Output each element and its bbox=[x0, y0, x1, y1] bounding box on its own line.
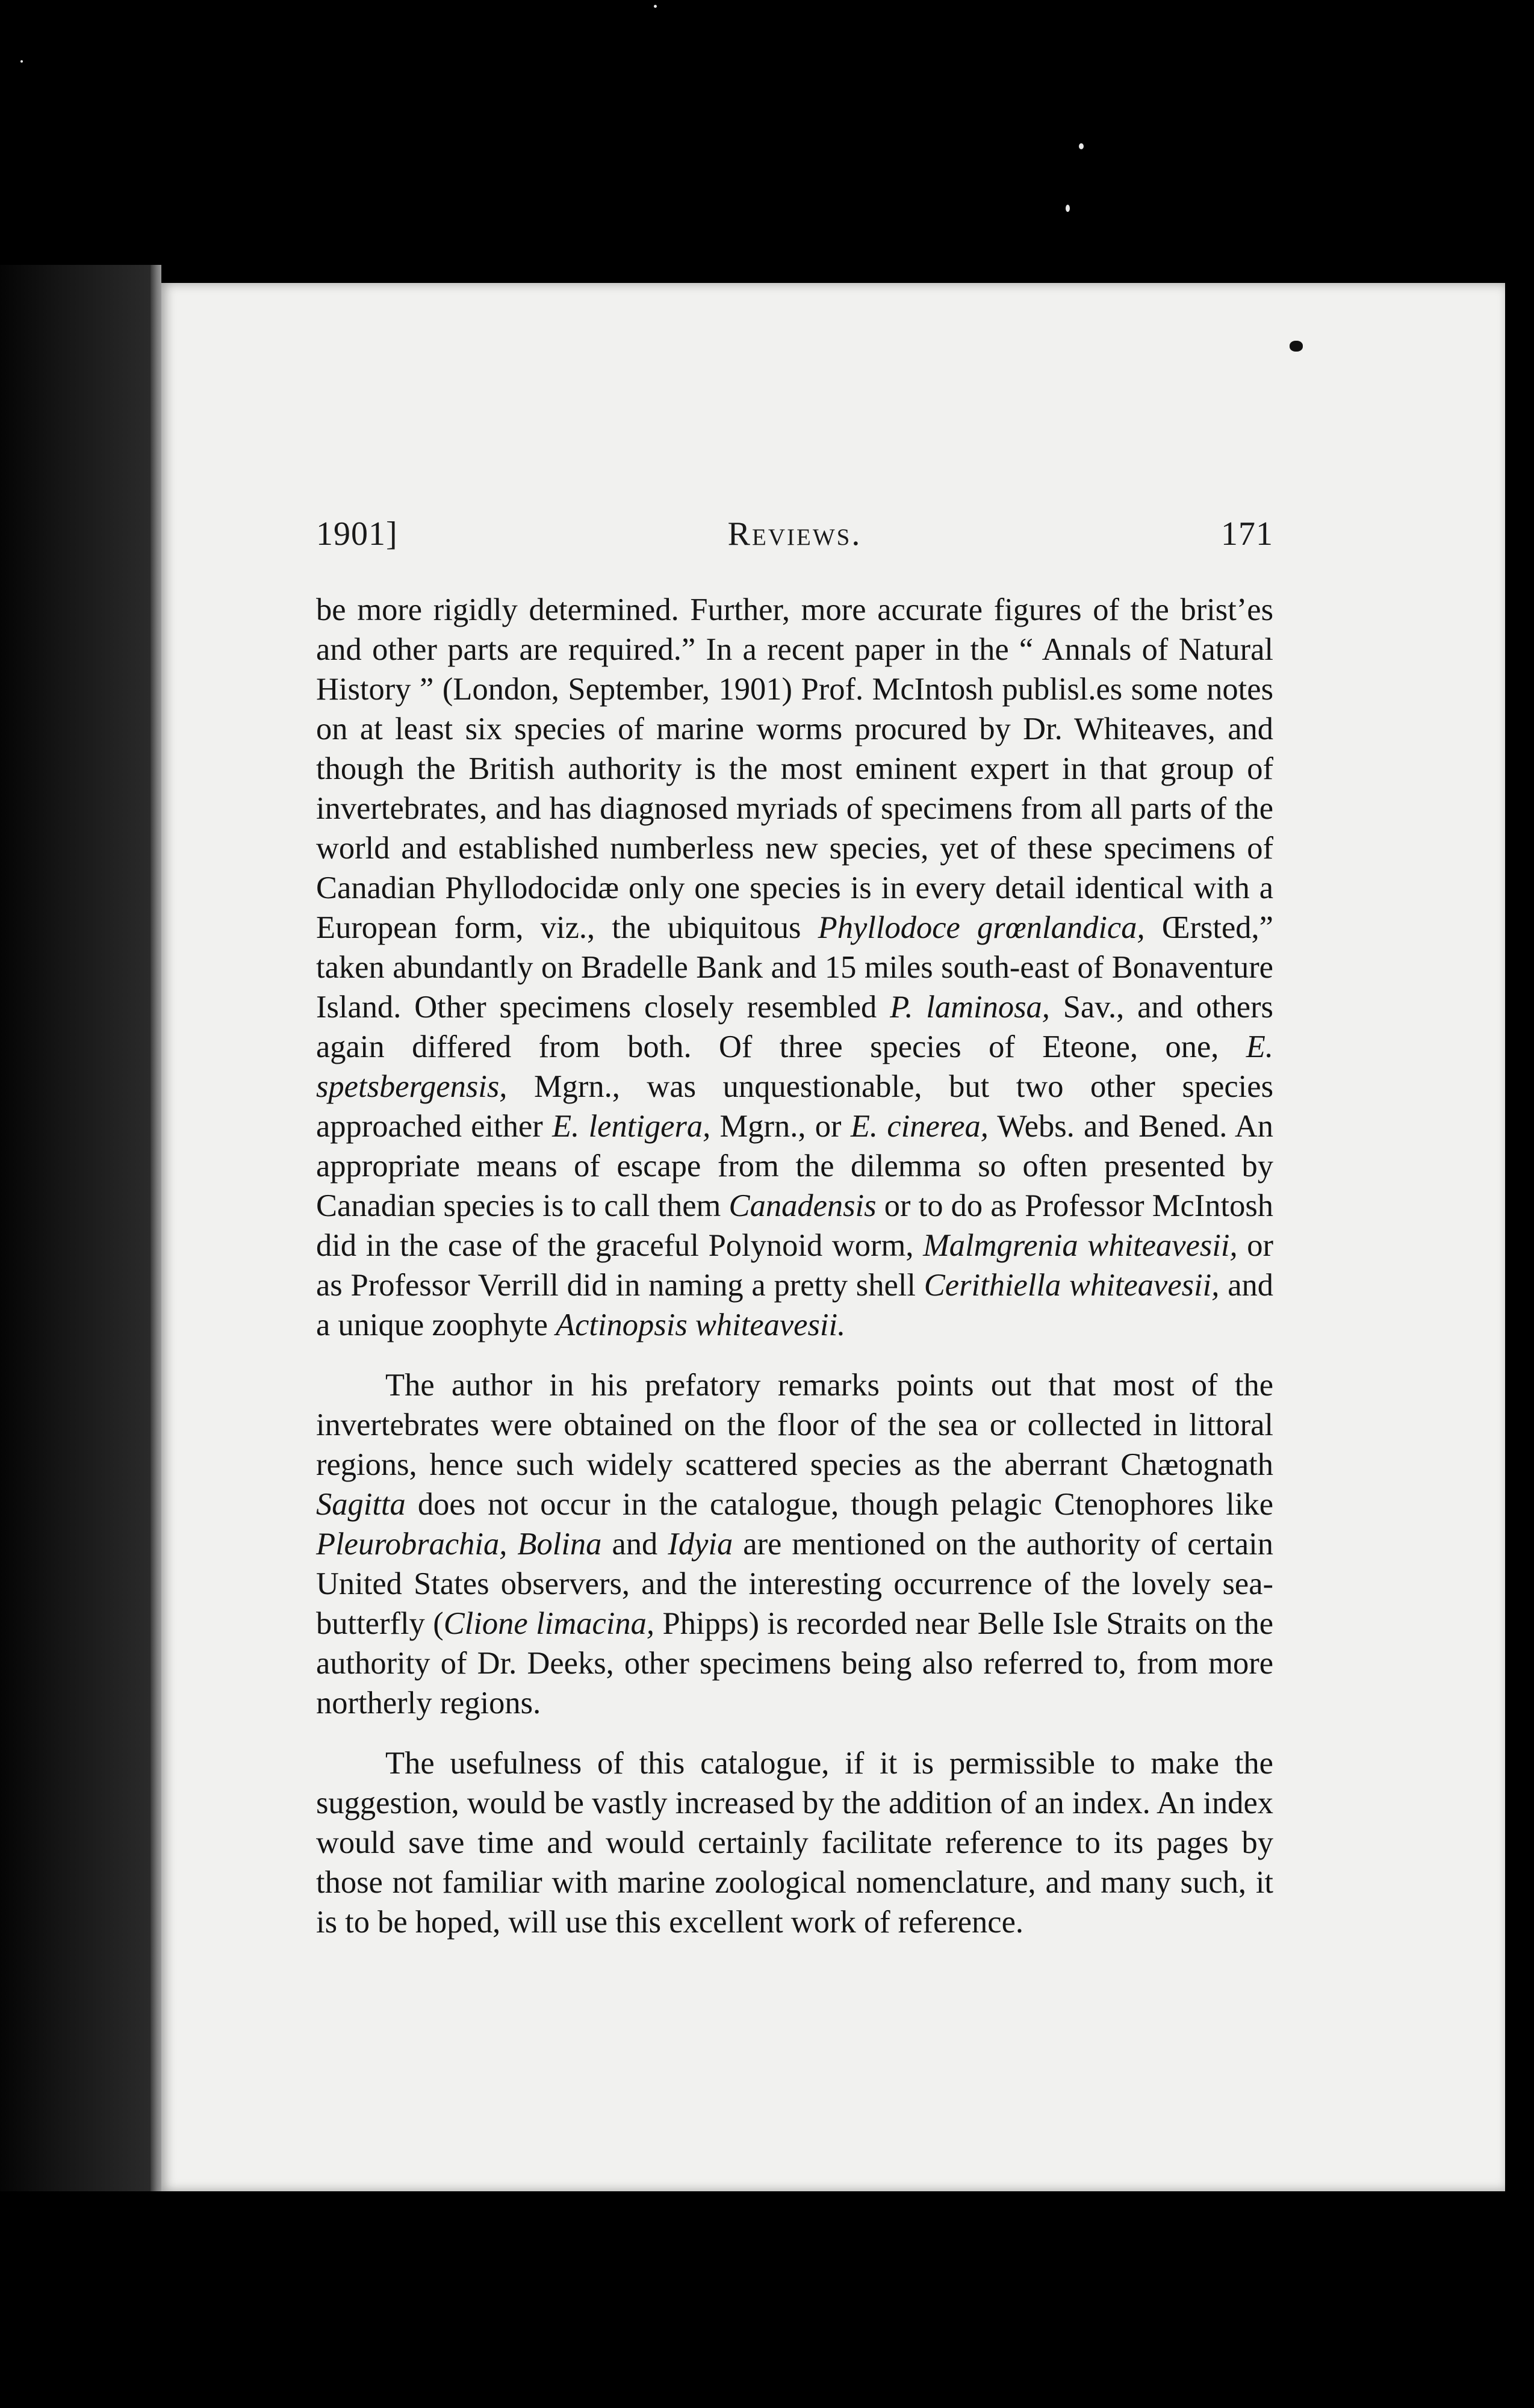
text-run: does not occur in the catalogue, though pelagic Ctenophores like bbox=[405, 1487, 1273, 1522]
running-head-year: 1901] bbox=[316, 515, 398, 553]
text-run: are mentioned on the authority of certain United States observers, and the interesting occurrence of the lovely sea-butterfly ( bbox=[316, 1527, 1273, 1641]
text-run: or as Professor Verrill did in naming a pretty shell bbox=[316, 1228, 1273, 1303]
text-run: Webs. and Bened. An appropriate means of escape from the dilemma so often presented by Canadian species is to call them bbox=[316, 1109, 1273, 1223]
paragraph-2 bbox=[316, 1365, 1273, 1723]
paragraph-1 bbox=[316, 590, 1273, 1345]
running-head bbox=[316, 515, 1273, 557]
facing-page-edge bbox=[0, 265, 151, 2191]
italic-taxon-name: Canadensis bbox=[728, 1188, 877, 1223]
italic-taxon-name: Pleurobrachia, Bolina bbox=[316, 1527, 602, 1562]
page-number: 171 bbox=[1221, 515, 1273, 553]
text-run: and a unique zoophyte bbox=[316, 1268, 1273, 1342]
text-run: Sav., and others again differed from both. Of three species of Eteone, one, bbox=[316, 990, 1273, 1064]
italic-taxon-name: Cerithiella whiteavesii, bbox=[924, 1268, 1220, 1303]
text-run: Phipps) is recorded near Belle Isle Straits on the authority of Dr. Deeks, other specimens being also referred to, from more northerly regions. bbox=[316, 1606, 1273, 1721]
text-run: or to do as Professor McIntosh did in the case of the graceful Polynoid worm, bbox=[316, 1188, 1273, 1263]
book-gutter bbox=[151, 265, 161, 2191]
text-run: Mgrn., or bbox=[710, 1109, 851, 1144]
italic-taxon-name: Malmgrenia whiteavesii, bbox=[923, 1228, 1238, 1263]
text-run: The usefulness of this catalogue, if it is permissible to make the suggestion, would be vastly increased by the addition of an index. An index would save time and would certainly facilitate reference to its pages by those not familiar with marine zoological nomenclature, and many such, it is to be hoped, will use this excellent work of reference. bbox=[316, 1746, 1273, 1940]
italic-taxon-name: Idyia bbox=[668, 1527, 733, 1562]
scan-speck bbox=[1066, 205, 1070, 212]
italic-taxon-name: E. cinerea, bbox=[850, 1109, 989, 1144]
italic-taxon-name: Phyllodoce grœnlandica, bbox=[818, 910, 1145, 945]
italic-taxon-name: E. lentigera, bbox=[552, 1109, 711, 1144]
italic-taxon-name: Clione limacina, bbox=[443, 1606, 655, 1641]
scan-background bbox=[161, 2191, 1505, 2408]
italic-taxon-name: Sagitta bbox=[316, 1487, 406, 1522]
paragraph-3 bbox=[316, 1743, 1273, 1942]
review-body bbox=[316, 590, 1273, 1942]
text-run: The author in his prefatory remarks points out that most of the invertebrates were obtained on the floor of the sea or collected in littoral regions, hence such widely scattered species as the aberrant Chætognath bbox=[316, 1368, 1273, 1482]
scan-speck bbox=[20, 60, 23, 63]
text-run: Mgrn., was unquestionable, but two other species approached either bbox=[316, 1069, 1273, 1144]
ink-spot bbox=[1290, 341, 1303, 352]
text-run: be more rigidly determined. Further, more accurate figures of the brist’es and other parts are required.” In a recent paper in the “ Annals of Natural History ” (London, September, 1901) Prof. McIntosh publisl.es some notes on at least six species of marine worms procured by Dr. Whiteaves, and though the British authority is the most eminent expert in that group of invertebrates, and has diagnosed myriads of specimens from all parts of the world and established numberless new species, yet of these specimens of Canadian Phyllodocidæ only one species is in every detail identical with a European form, viz., the ubiquitous bbox=[316, 592, 1273, 945]
italic-taxon-name: Actinopsis whiteavesii. bbox=[556, 1308, 846, 1342]
text-run: and bbox=[601, 1527, 668, 1562]
italic-taxon-name: E. spetsbergensis, bbox=[316, 1029, 1273, 1104]
running-head-section: Reviews. bbox=[727, 515, 862, 553]
scan-speck bbox=[654, 5, 657, 8]
italic-taxon-name: P. laminosa, bbox=[890, 990, 1050, 1025]
text-run: Œrsted,” taken abundantly on Bradelle Bank and 15 miles south-east of Bonaventure Island. Other specimens closely resembled bbox=[316, 910, 1273, 1025]
scan-speck bbox=[1079, 143, 1084, 149]
